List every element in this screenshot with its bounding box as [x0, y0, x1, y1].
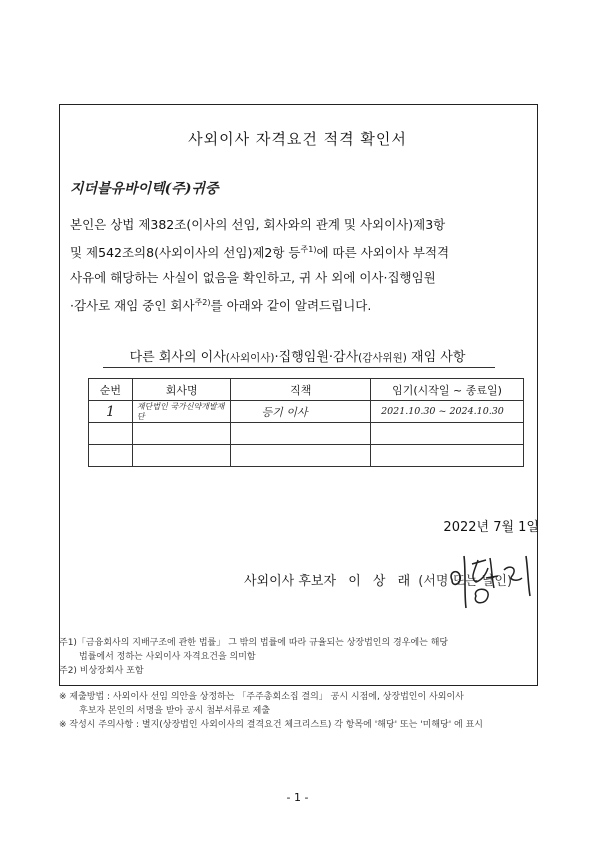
footnote-ref: 주1) [300, 245, 317, 254]
handwritten-signature [446, 550, 532, 610]
instruction-line: ※ 작성시 주의사항 : 별지(상장법인 사외이사의 결격요건 체크리스트) 각 항목에 '해당' 또는 '미해당' 에 표시 [59, 720, 484, 730]
body-line: 및 제542조의8(사외이사의 선임)제2항 등$^{주1)}$에 따른 사외이사 부적격 [70, 245, 450, 261]
cell-term: 2021.10.30 ~ 2024.10.30 [371, 401, 524, 423]
table-caption: 다른 회사의 이사(사외이사)·집행임원·감사(감사위원) 재임 사항 [129, 350, 466, 365]
cell-no: 1 [89, 401, 133, 423]
recipient: 지더블유바이텍(주)귀중 [70, 181, 219, 197]
footnotes [59, 636, 448, 678]
table-row [89, 401, 524, 423]
header-company: 회사명 [132, 379, 231, 401]
cell-position [231, 445, 371, 467]
instruction-line: 후보자 본인의 서명을 받아 공시 첨부서류로 제출 [79, 706, 271, 716]
table-row [89, 445, 524, 467]
instructions [59, 690, 483, 732]
footnote-line: 주2) 비상장회사 포함 [59, 666, 144, 676]
cell-position: 등기 이사 [231, 401, 371, 423]
document-title: 사외이사 자격요건 적격 확인서 [188, 130, 407, 148]
instruction-line: ※ 제출방법 : 사외이사 선임 의안을 상정하는 「주주총회소집 결의」 공시 시점에, 상장법인이 사외이사 [59, 692, 464, 702]
footnote-ref: 주2) [194, 298, 211, 308]
cell-no [89, 423, 133, 445]
body-line: 사유에 해당하는 사실이 없음을 확인하고, 귀 사 외에 이사·집행임원 [70, 270, 436, 286]
page-number: - 1 - [286, 791, 309, 804]
header-no: 순번 [89, 379, 133, 401]
header-term: 임기(시작일 ~ 종료일) [371, 379, 524, 401]
body-paragraph [70, 212, 530, 318]
signer-label: 사외이사 후보자 [244, 574, 337, 589]
cell-no [89, 445, 133, 467]
cell-company: 재단법인 국가신약개발재단 [132, 401, 231, 423]
body-line: ·감사로 재임 중인 회사$^{주2)}$를 아래와 같이 알려드립니다. [70, 298, 372, 314]
table-header-row [89, 379, 524, 401]
caption-underline [103, 367, 495, 368]
positions-table [88, 378, 524, 467]
table-row [89, 423, 524, 445]
header-position: 직책 [231, 379, 371, 401]
cell-position [231, 423, 371, 445]
cell-term [371, 423, 524, 445]
footnote-line: 법률에서 정하는 사외이사 자격요건을 의미함 [79, 652, 256, 662]
body-line: 본인은 상법 제382조(이사의 선임, 회사와의 관계 및 사외이사)제3항 [70, 217, 446, 232]
footnote-line: 주1)「금융회사의 지배구조에 관한 법률」 그 밖의 법률에 따라 규율되는 상장법인의 경우에는 해당 [59, 638, 449, 648]
signer-suffix: (서명 또는 날인) [418, 574, 513, 589]
document-date: 2022년 7월 1일 [443, 520, 539, 535]
cell-term [371, 445, 524, 467]
cell-company [132, 445, 231, 467]
cell-company [132, 423, 231, 445]
signer-name: 이 상 래 [348, 574, 415, 589]
